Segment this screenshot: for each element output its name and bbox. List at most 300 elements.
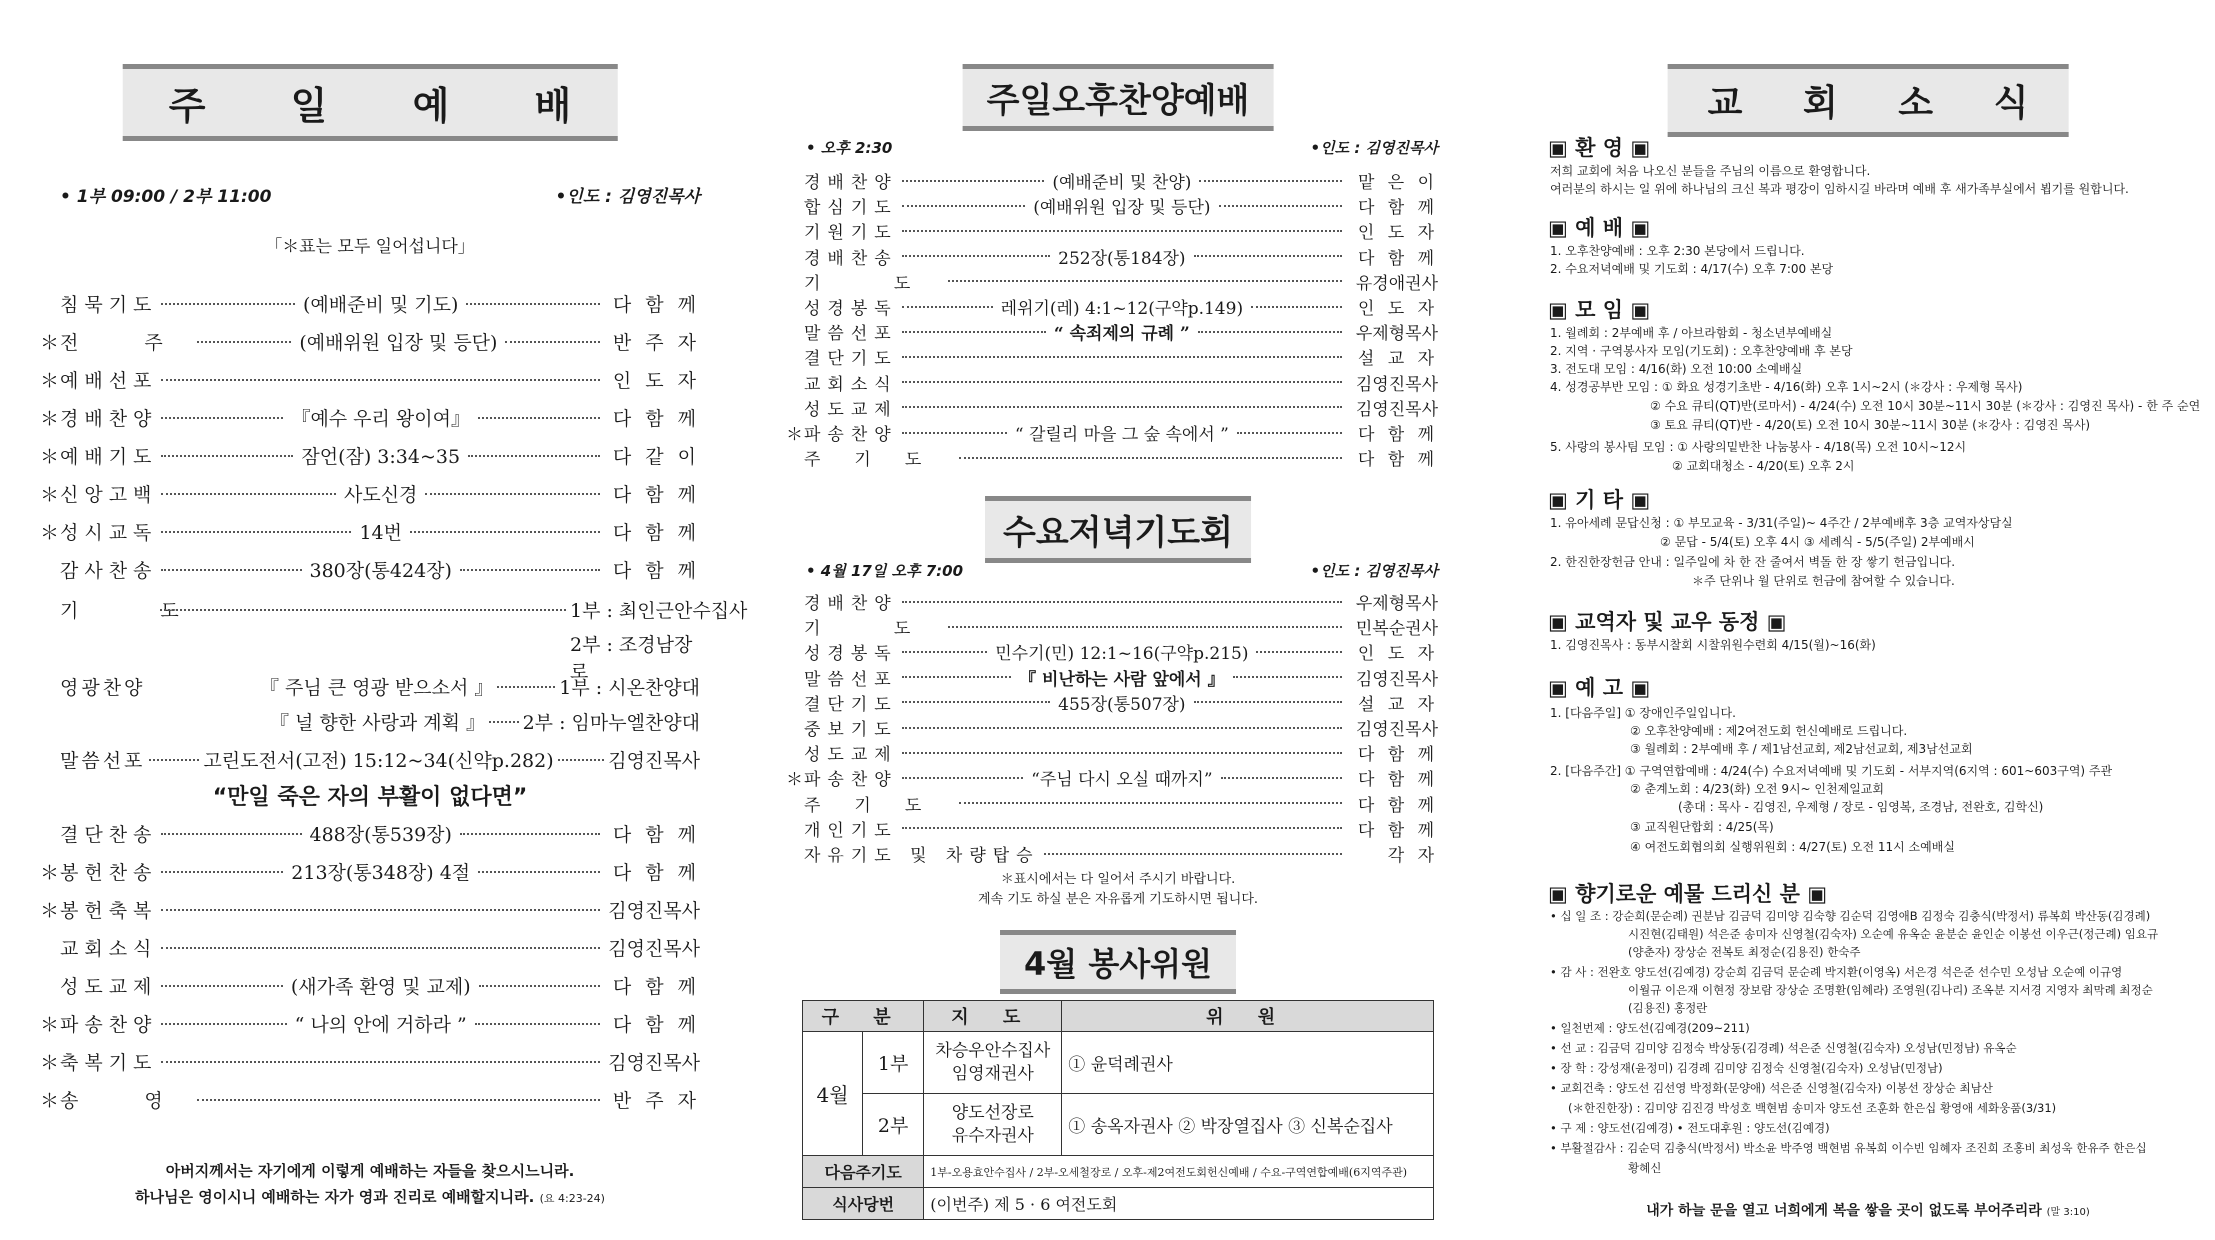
etc-line-3: 2. 한진한장헌금 안내 : 일주일에 차 한 잔 줄여서 벽돌 한 장 쌓기 헌금입니다. xyxy=(1550,555,1956,569)
next-prayer-value: 1부-오용효안수집사 / 2부-오세철장로 / 오후-제2여전도회헌신예배 / 수요-구역연합예배(6지역주관) xyxy=(924,1156,1434,1188)
staff-news-line-1: 1. 김영진목사 : 동부시찰회 시찰위원수련회 4/15(월)~16(화) xyxy=(1550,638,1876,652)
order-detail: 레위기(레) 4:1~12(구약p.149) xyxy=(1000,299,1244,319)
order-detail: 『예수 우리 왕이여』 xyxy=(291,408,470,430)
order-item xyxy=(786,639,1438,664)
meal-value: (이번주) 제 5 · 6 여전도회 xyxy=(924,1188,1434,1220)
order-detail: (새가족 환영 및 교제) xyxy=(290,976,471,998)
dotted-leader xyxy=(161,303,295,305)
dotted-leader xyxy=(497,686,555,688)
order-item xyxy=(786,370,1438,395)
dotted-leader xyxy=(460,569,600,571)
order-person: 다 함 께 xyxy=(1357,795,1438,816)
afternoon-time: • 오후 2:30 xyxy=(806,139,893,157)
order-item xyxy=(40,404,700,431)
header-category: 구 분 xyxy=(803,1001,924,1032)
standing-mark: ＊ xyxy=(40,1090,60,1112)
order-label: 경배찬양 xyxy=(804,173,898,193)
table-row xyxy=(803,1156,1434,1188)
order-person: 다 함 께 xyxy=(1357,425,1439,445)
notice-line-5: ② 춘계노회 : 4/23(화) 오전 9시~ 인천제일교회 xyxy=(1630,782,1884,796)
order-person: 반 주 자 xyxy=(612,1090,700,1112)
dotted-leader xyxy=(425,493,600,495)
dotted-leader xyxy=(959,457,1342,459)
order-detail: 잠언(잠) 3:34~35 xyxy=(301,446,461,468)
order-label: 성도교제 xyxy=(804,745,898,766)
order-item xyxy=(786,445,1438,470)
dotted-leader xyxy=(948,626,1342,628)
dotted-leader xyxy=(475,1023,600,1025)
order-person: 각 자 xyxy=(1387,846,1438,866)
dotted-leader xyxy=(902,406,1342,408)
verse-line-2-wrap xyxy=(40,1186,700,1207)
order-person: 다 같 이 xyxy=(612,446,700,468)
offering-line-3: (양춘자) 장상순 전복토 최정순(김용진) 한숙주 xyxy=(1628,945,1861,959)
offering-line-4: • 감 사 : 전완호 양도선(김예경) 강순희 김금덕 문순례 박지환(이영옥) 서은경 석은준 선수민 오성남 오순예 이규영 xyxy=(1550,965,2123,979)
dotted-leader xyxy=(197,341,292,343)
dotted-leader xyxy=(902,432,1007,434)
order-item xyxy=(40,442,700,469)
order-detail: “ 나의 안에 거하라 ” xyxy=(294,1014,467,1036)
order-item xyxy=(40,972,700,999)
worship-heading: ▣ 예 배 ▣ xyxy=(1548,216,1651,240)
standing-mark: ＊ xyxy=(40,446,60,468)
order-label: 기 도 xyxy=(804,619,945,640)
order-person: 김영진목사 xyxy=(1355,374,1438,395)
worship-time: • 1부 09:00 / 2부 11:00 xyxy=(60,187,272,207)
offering-line-12: • 구 제 : 양도선(김예경) • 전도대후원 : 양도선(김예경) xyxy=(1550,1121,1830,1135)
order-person: 인 도 자 xyxy=(1357,299,1439,319)
dotted-leader xyxy=(1194,701,1342,703)
dotted-leader xyxy=(902,205,1026,207)
etc-heading: ▣ 기 타 ▣ xyxy=(1548,488,1651,512)
worship-leader: •인도 : 김영진목사 xyxy=(555,187,700,207)
afternoon-worship-title: 주일오후찬양예배 xyxy=(963,64,1274,131)
verse-line-2: 하나님은 영이시니 예배하는 자가 영과 진리로 예배할지니라. xyxy=(135,1188,535,1206)
order-person: 우제형목사 xyxy=(1355,594,1438,614)
offering-line-7: • 일천번제 : 양도선(김예경(209~211) xyxy=(1550,1021,1750,1035)
offering-line-13: • 부활절감사 : 김순덕 김충식(박정서) 박소윤 박주영 백현범 유복희 이수빈 임혜자 조진희 조홍비 최성욱 한유주 한은십 xyxy=(1550,1141,2147,1155)
dotted-leader xyxy=(161,909,600,911)
order-label: 축복기도 xyxy=(60,1052,158,1074)
order-label: 성시교독 xyxy=(60,522,158,544)
order-item xyxy=(40,1010,700,1037)
prayer-row xyxy=(60,596,748,623)
closing-verse: 내가 하늘 문을 열고 너희에게 복을 쌓을 곳이 없도록 부어주리라 xyxy=(1646,1203,2042,1219)
closing-verse-ref: (말 3:10) xyxy=(2046,1207,2090,1218)
sunday-worship-title: 주 일 예 배 xyxy=(123,64,618,141)
dotted-leader xyxy=(1256,651,1342,653)
order-detail: 민수기(민) 12:1~16(구약p.215) xyxy=(995,644,1249,665)
order-label: 경배찬양 xyxy=(60,408,158,430)
dotted-leader xyxy=(161,417,283,419)
dotted-leader xyxy=(161,833,301,835)
sermon-preacher: 김영진목사 xyxy=(608,750,700,772)
order-label: 침묵기도 xyxy=(60,294,158,316)
verse-ref: (요 4:23-24) xyxy=(539,1192,605,1205)
afternoon-leader: •인도 : 김영진목사 xyxy=(1310,139,1438,157)
dotted-leader xyxy=(460,833,600,835)
dotted-leader xyxy=(902,381,1342,383)
meeting-line-5: ② 수요 큐티(QT)반(로마서) - 4/24(수) 오전 10시 30분~11시 30분 (＊강사 : 김영진 목사) - 한 주 순연 xyxy=(1650,399,2201,413)
offering-line-11: (＊한진한장) : 김미양 김진경 박성호 백현범 송미자 양도선 조훈화 한은십 황영애 세화웅품(3/31) xyxy=(1568,1101,2057,1115)
order-label: 전 주 xyxy=(60,332,193,354)
meeting-line-2: 2. 지역 · 구역봉사자 모임(기도회) : 오후찬양예배 후 본당 xyxy=(1550,344,1853,358)
dotted-leader xyxy=(1233,676,1342,678)
order-detail: 14번 xyxy=(359,522,402,544)
order-item xyxy=(786,690,1438,715)
order-item xyxy=(40,1086,700,1113)
dotted-leader xyxy=(1198,331,1342,333)
notice-line-4: 2. [다음주간] ① 구역연합예배 : 4/24(수) 수요저녁예배 및 기도회 - 서부지역(6지역 : 601~603구역) 주관 xyxy=(1550,764,2113,778)
welcome-line-2: 여러분의 하시는 일 위에 하나님의 크신 복과 평강이 임하시길 바라며 예배 후 새가족부실에서 뵙기를 원합니다. xyxy=(1550,182,2129,196)
notice-line-7: ③ 교직원단합회 : 4/25(목) xyxy=(1630,820,1774,834)
order-item xyxy=(786,715,1438,740)
part-2: 2부 xyxy=(863,1094,924,1156)
wednesday-title: 수요저녁기도회 xyxy=(985,496,1251,563)
header-members: 위 원 xyxy=(1062,1001,1434,1032)
order-label: 기 도 xyxy=(804,273,945,294)
order-label: 신앙고백 xyxy=(60,484,158,506)
next-prayer-label: 다음주기도 xyxy=(803,1156,924,1188)
worship-line-2: 2. 수요저녁예배 및 기도회 : 4/17(수) 오후 7:00 본당 xyxy=(1550,262,1834,276)
choir-row-1 xyxy=(190,673,700,700)
order-person: 민복순권사 xyxy=(1355,619,1438,640)
dotted-leader xyxy=(1219,205,1343,207)
dotted-leader xyxy=(160,609,566,611)
meeting-line-6: ③ 토요 큐티(QT)반 - 4/20(토) 오전 10시 30분~11시 30분 (＊강사 : 김영진 목사) xyxy=(1650,418,2091,432)
order-item xyxy=(40,480,700,507)
order-item xyxy=(786,420,1438,445)
order-label: 경배찬송 xyxy=(804,248,898,269)
order-label: 성도교제 xyxy=(804,399,898,420)
etc-line-2: ② 문답 - 5/4(토) 오후 4시 ③ 세례식 - 5/5(주일) 2부예배시 xyxy=(1660,535,1975,549)
dotted-leader xyxy=(197,1099,600,1101)
order-person: 반 주 자 xyxy=(612,332,701,354)
order-detail: (예배위원 입장 및 등단) xyxy=(1033,198,1211,219)
order-item xyxy=(40,290,700,317)
meal-label: 식사당번 xyxy=(803,1188,924,1220)
offering-heading: ▣ 향기로운 예물 드리신 분 ▣ xyxy=(1548,882,1828,906)
order-person: 설 교 자 xyxy=(1357,694,1439,715)
order-label: 봉헌축복 xyxy=(60,900,158,922)
order-detail: “ 갈릴리 마을 그 숲 속에서 ” xyxy=(1014,425,1229,445)
order-item xyxy=(40,518,700,545)
order-item xyxy=(40,366,700,393)
order-label: 송 영 xyxy=(60,1090,193,1112)
order-label: 결단기도 xyxy=(804,349,898,370)
order-detail: 380장(통424장) xyxy=(309,560,452,582)
order-detail: 488장(통539장) xyxy=(309,824,452,846)
order-label: 결단찬송 xyxy=(60,824,158,846)
lead-1a: 차승우안수집사 xyxy=(935,1041,1051,1062)
dotted-leader xyxy=(1199,180,1342,182)
order-item xyxy=(786,841,1438,866)
order-label: 예배기도 xyxy=(60,446,158,468)
lead-2 xyxy=(924,1094,1062,1156)
sunday-worship-column xyxy=(40,0,748,1240)
dotted-leader xyxy=(902,827,1342,829)
meeting-line-4: 4. 성경공부반 모임 : ① 화요 성경기초반 - 4/16(화) 오후 1시~2시 (＊강사 : 우제형 목사) xyxy=(1550,380,2023,394)
order-item xyxy=(786,344,1438,369)
order-label: 성경봉독 xyxy=(804,299,898,319)
dotted-leader xyxy=(558,759,605,761)
staff-news-heading: ▣ 교역자 및 교우 동정 ▣ xyxy=(1548,610,1787,634)
order-detail: “주님 다시 오실 때까지” xyxy=(1031,770,1213,791)
worship-line-1: 1. 오후찬양예배 : 오후 2:30 본당에서 드립니다. xyxy=(1550,244,1805,258)
lead-1 xyxy=(924,1032,1062,1094)
meeting-line-3: 3. 전도대 모임 : 4/16(화) 오전 10:00 소예배실 xyxy=(1550,362,1803,376)
order-person: 다 함 께 xyxy=(1357,248,1439,269)
dotted-leader xyxy=(161,1061,600,1063)
order-person: 유경애권사 xyxy=(1355,273,1438,294)
dotted-leader xyxy=(161,985,282,987)
meeting-heading: ▣ 모 임 ▣ xyxy=(1548,298,1651,322)
order-person: 다 함 께 xyxy=(612,522,701,544)
order-item xyxy=(786,740,1438,765)
choir-row-2 xyxy=(190,708,700,735)
standing-mark: ＊ xyxy=(786,425,803,445)
standing-mark: ＊ xyxy=(40,408,60,430)
order-person: 다 함 께 xyxy=(612,484,700,506)
order-label: 자유기도 및 차량탑승 xyxy=(804,846,1040,866)
order-detail: 『 비난하는 사람 앞에서 』 xyxy=(1019,669,1225,690)
dotted-leader xyxy=(468,455,600,457)
order-person: 다 함 께 xyxy=(612,1014,700,1036)
sermon-label: 말씀선포 xyxy=(60,750,146,772)
dotted-leader xyxy=(161,1023,286,1025)
offering-line-2: 시진현(김태원) 석은준 송미자 신영철(김숙자) 오순예 유옥순 윤분순 윤인순 이봉선 이우근(정근례) 임요규 xyxy=(1628,927,2159,941)
order-person: 다 함 께 xyxy=(612,408,701,430)
dotted-leader xyxy=(149,759,199,761)
part-1: 1부 xyxy=(863,1032,924,1094)
standing-mark: ＊ xyxy=(40,370,60,392)
welcome-line-1: 저희 교회에 처음 나오신 분들을 주님의 이름으로 환영합니다. xyxy=(1550,164,1871,178)
choir-label: 영광찬양 xyxy=(60,677,146,699)
order-person: 다 함 께 xyxy=(612,824,700,846)
dotted-leader xyxy=(902,651,988,653)
welcome-heading: ▣ 환 영 ▣ xyxy=(1548,136,1651,160)
lead-1b: 임영재권사 xyxy=(951,1063,1034,1084)
members-1: ① 윤덕례권사 xyxy=(1062,1032,1434,1094)
offering-line-10: • 교회건축 : 양도선 김선영 박정화(문양애) 석은준 신영철(김숙자) 이봉선 장상순 최남산 xyxy=(1550,1081,1993,1095)
lead-2b: 유수자권사 xyxy=(951,1125,1034,1146)
wednesday-leader: •인도 : 김영진목사 xyxy=(1310,562,1438,580)
month-cell: 4월 xyxy=(803,1032,863,1156)
dotted-leader xyxy=(161,379,600,381)
sermon-title: “만일 죽은 자의 부활이 없다면” xyxy=(212,785,528,810)
order-label: 경배찬양 xyxy=(804,594,898,614)
order-person: 인 도 자 xyxy=(612,370,700,392)
dotted-leader xyxy=(902,701,1050,703)
order-detail: 213장(통348장) 4절 xyxy=(291,862,471,884)
offering-line-14: 황혜신 xyxy=(1628,1161,1662,1175)
dotted-leader xyxy=(479,985,600,987)
dotted-leader xyxy=(902,180,1045,182)
dotted-leader xyxy=(478,417,600,419)
meeting-line-7: 5. 사랑의 봉사팀 모임 : ① 사랑의밑반찬 나눔봉사 - 4/18(목) 오전 10시~12시 xyxy=(1550,440,1967,454)
notice-heading: ▣ 예 고 ▣ xyxy=(1548,676,1651,700)
sermon-row xyxy=(60,746,700,773)
order-item xyxy=(786,244,1438,269)
order-person: 인 도 자 xyxy=(1357,644,1438,665)
dotted-leader xyxy=(1044,853,1342,855)
order-label: 개인기도 xyxy=(804,820,898,841)
table-row xyxy=(803,1032,1434,1094)
order-person: 김영진목사 xyxy=(608,1052,700,1074)
standing-mark: ＊ xyxy=(40,862,60,884)
notice-line-2: ② 오후찬양예배 : 제2여전도회 헌신예배로 드립니다. xyxy=(1630,724,1908,738)
prayer-2: 2부 : 조경남장로 xyxy=(570,634,693,683)
standing-mark: ＊ xyxy=(40,332,60,354)
order-label: 파송찬양 xyxy=(804,425,898,445)
order-item xyxy=(786,193,1438,218)
church-news-column xyxy=(1548,0,2201,1240)
order-detail: 252장(통184장) xyxy=(1058,248,1186,269)
dotted-leader xyxy=(489,721,519,723)
prayer-1: 1부 : 최인근안수집사 xyxy=(570,600,748,622)
order-person: 다 함 께 xyxy=(612,560,700,582)
standing-mark: ＊ xyxy=(40,522,60,544)
dotted-leader xyxy=(1221,777,1342,779)
dotted-leader xyxy=(161,947,600,949)
notice-line-8: ④ 여전도회협의회 실행위원회 : 4/27(토) 오전 11시 소예배실 xyxy=(1630,840,1955,854)
choir-1: 1부 : 시온찬양대 xyxy=(559,677,700,699)
order-label: 성도교제 xyxy=(60,976,158,998)
offering-line-6: (김용진) 홍정란 xyxy=(1628,1001,1708,1015)
standing-mark: ＊ xyxy=(40,1014,60,1036)
etc-line-4: ＊주 단위나 월 단위로 헌금에 참여할 수 있습니다. xyxy=(1692,574,1955,588)
dotted-leader xyxy=(410,531,600,533)
order-item xyxy=(786,319,1438,344)
dotted-leader xyxy=(959,802,1342,804)
order-detail: “ 속죄제의 규례 ” xyxy=(1053,324,1190,345)
table-row xyxy=(803,1094,1434,1156)
wednesday-note-1: ＊표시에서는 다 일어서 주시기 바랍니다. xyxy=(1000,872,1236,887)
order-person: 다 함 께 xyxy=(1357,450,1438,471)
order-person: 다 함 께 xyxy=(612,976,701,998)
order-label: 교회소식 xyxy=(804,374,898,395)
order-item xyxy=(786,395,1438,420)
standing-mark: ＊ xyxy=(40,484,60,506)
order-label: 말씀선포 xyxy=(804,669,898,690)
order-label: 봉헌찬송 xyxy=(60,862,158,884)
order-item xyxy=(786,765,1438,790)
order-person: 다 함 께 xyxy=(612,862,701,884)
dotted-leader xyxy=(902,601,1342,603)
afternoon-worship-column xyxy=(786,0,1439,1240)
dotted-leader xyxy=(902,777,1023,779)
dotted-leader xyxy=(902,727,1342,729)
header-lead: 지 도 xyxy=(924,1001,1062,1032)
dotted-leader xyxy=(161,493,336,495)
order-item xyxy=(40,1048,700,1075)
order-item xyxy=(786,665,1438,690)
order-label: 교회소식 xyxy=(60,938,158,960)
order-person: 김영진목사 xyxy=(1355,720,1438,740)
dotted-leader xyxy=(161,531,351,533)
dotted-leader xyxy=(902,356,1342,358)
table-header-row xyxy=(803,1001,1434,1032)
order-item xyxy=(786,816,1438,841)
order-item xyxy=(786,168,1438,193)
dotted-leader xyxy=(1194,255,1342,257)
order-person: 우제형목사 xyxy=(1355,324,1438,345)
order-label: 중보기도 xyxy=(804,720,898,740)
order-person: 김영진목사 xyxy=(1355,399,1438,420)
meeting-line-1: 1. 월례회 : 2부예배 후 / 아브라함회 - 청소년부예배실 xyxy=(1550,326,1833,340)
order-item xyxy=(786,294,1438,319)
order-item xyxy=(786,218,1438,243)
dotted-leader xyxy=(466,303,600,305)
dotted-leader xyxy=(902,255,1050,257)
volunteer-table xyxy=(802,1000,1434,1220)
order-person: 김영진목사 xyxy=(608,900,700,922)
dotted-leader xyxy=(902,306,993,308)
offering-line-5: 이월규 이은재 이현정 장보람 장상순 조명환(임혜라) 조영원(김나리) 조옥분 지서경 지영자 최막례 최정순 xyxy=(1628,983,2153,997)
dotted-leader xyxy=(902,752,1342,754)
order-person: 김영진목사 xyxy=(1355,669,1438,690)
meeting-line-8: ② 교회대청소 - 4/20(토) 오후 2시 xyxy=(1672,459,1855,473)
dotted-leader xyxy=(902,331,1046,333)
order-item xyxy=(786,269,1438,294)
order-item xyxy=(40,556,700,583)
order-item xyxy=(40,896,700,923)
order-label: 결단기도 xyxy=(804,694,898,715)
offering-line-1: • 십 일 조 : 강순희(문순례) 권분남 김금덕 김미양 김숙향 김순덕 김영애B 김정숙 김충식(박정서) 류복희 박산동(김경례) xyxy=(1550,909,2151,923)
order-item xyxy=(40,820,700,847)
order-label: 파송찬양 xyxy=(60,1014,158,1036)
order-person: 다 함 께 xyxy=(1357,745,1438,766)
standing-note: 「＊표는 모두 일어섭니다」 xyxy=(265,237,475,257)
church-news-title: 교 회 소 식 xyxy=(1668,64,2069,137)
order-detail: (예배준비 및 기도) xyxy=(303,294,459,316)
choir-2: 2부 : 임마누엘찬양대 xyxy=(522,712,700,734)
notice-line-3: ③ 월례회 : 2부예배 후 / 제1남선교회, 제2남선교회, 제3남선교회 xyxy=(1630,742,1973,756)
wednesday-note-2: 계속 기도 하실 분은 자유롭게 기도하시면 됩니다. xyxy=(977,892,1259,907)
dotted-leader xyxy=(1237,432,1342,434)
order-person: 맡 은 이 xyxy=(1357,173,1439,193)
members-2: ① 송옥자권사 ② 박장열집사 ③ 신복순집사 xyxy=(1062,1094,1434,1156)
dotted-leader xyxy=(902,230,1342,232)
order-person: 인 도 자 xyxy=(1357,223,1438,244)
order-label: 파송찬양 xyxy=(804,770,898,791)
order-item xyxy=(786,589,1438,614)
wednesday-time: • 4월 17일 오후 7:00 xyxy=(806,562,964,580)
order-item xyxy=(40,934,700,961)
standing-mark: ＊ xyxy=(40,900,60,922)
april-volunteers-title: 4월 봉사위원 xyxy=(1000,930,1236,994)
order-label: 말씀선포 xyxy=(804,324,898,345)
order-label: 예배선포 xyxy=(60,370,158,392)
order-person: 다 함 께 xyxy=(612,294,700,316)
dotted-leader xyxy=(1251,306,1342,308)
order-person: 김영진목사 xyxy=(608,938,700,960)
sermon-text: 고린도전서(고전) 15:12~34(신약p.282) xyxy=(203,750,554,772)
dotted-leader xyxy=(478,871,600,873)
dotted-leader xyxy=(948,280,1342,282)
dotted-leader xyxy=(161,871,283,873)
order-item xyxy=(786,791,1438,816)
standing-mark: ＊ xyxy=(786,770,803,791)
order-item xyxy=(40,858,700,885)
order-label: 감사찬송 xyxy=(60,560,158,582)
choir-song-1: 『 주님 큰 영광 받으소서 』 xyxy=(260,677,494,699)
notice-line-6: (총대 : 목사 - 김영진, 우제형 / 장로 - 임영복, 조경남, 전완호, 김학신) xyxy=(1678,800,2044,814)
order-item xyxy=(40,328,700,355)
verse-line-1: 아버지께서는 자기에게 이렇게 예배하는 자들을 찾으시느니라. xyxy=(165,1162,575,1180)
order-person: 다 함 께 xyxy=(1357,198,1439,219)
order-item xyxy=(786,614,1438,639)
